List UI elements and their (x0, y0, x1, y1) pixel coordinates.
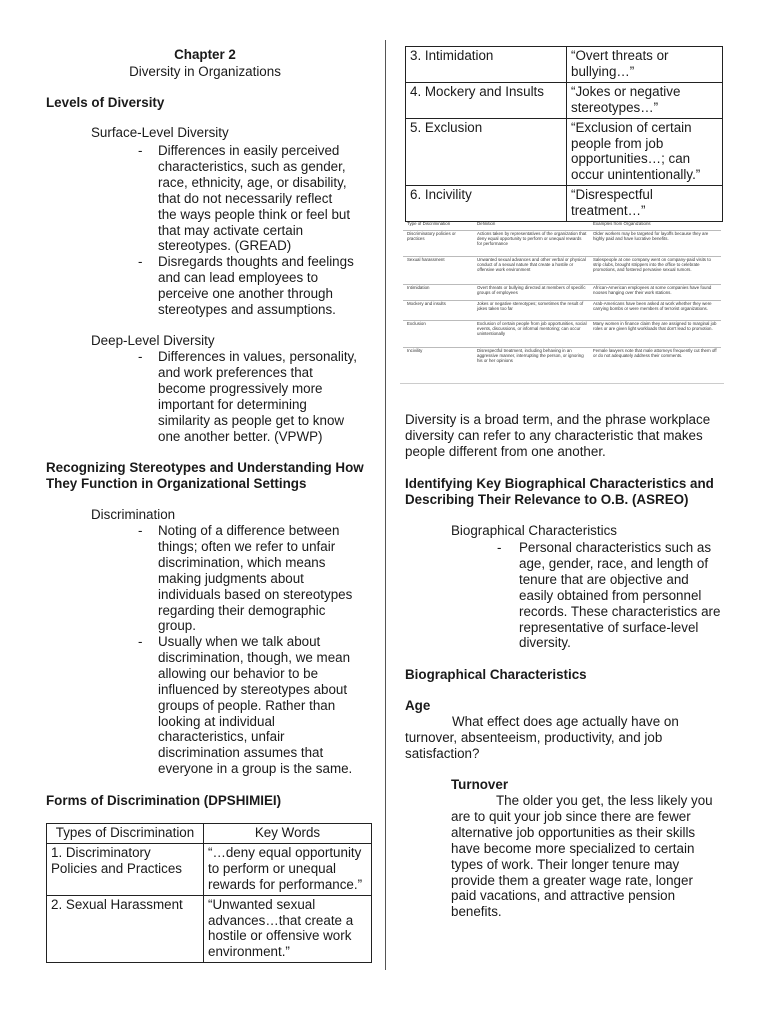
type-cell: 5. Exclusion (406, 118, 567, 186)
text-line: race, ethnicity, age, or disability, (158, 174, 347, 190)
text-line: groups of people. Rather than (158, 697, 336, 713)
scan-row (403, 256, 721, 273)
text-line: benefits. (451, 904, 502, 920)
levels-heading: Levels of Diversity (46, 95, 165, 110)
bullet-dash: - (138, 523, 143, 538)
text-line: have become more specialized to certain (451, 840, 695, 856)
text-line: become progressively more (158, 380, 323, 396)
text-line: the ways people think or feel but (158, 206, 351, 222)
chapter-subtitle: Diversity in Organizations (129, 64, 281, 79)
scan-cell: Discriminatory policies or practices (407, 231, 456, 242)
discrimination-title: Discrimination (91, 507, 176, 522)
text-line: diversity can refer to any characteristic that makes (405, 427, 703, 443)
scan-cell: Intimidation (407, 285, 430, 290)
column-divider (385, 40, 386, 970)
text-line: individuals based on stereotypes (158, 586, 353, 602)
keyword-cell: “Jokes or negative stereotypes…” (567, 82, 723, 118)
type-cell: 1. Discriminatory Policies and Practices (47, 843, 204, 895)
text-line: easily obtained from personnel (519, 587, 702, 603)
turnover-heading: Turnover (451, 777, 509, 792)
table-header-keywords: Key Words (204, 824, 372, 844)
scan-row (403, 300, 721, 312)
keyword-cell: “…deny equal opportunity to perform or unequal rewards for performance.” (204, 843, 372, 895)
text-line: Differences in values, personality, (158, 349, 357, 364)
scan-cell: Overt threats or bullying directed at members of specific groups of employees (477, 285, 586, 296)
text-line: Recognizing Stereotypes and Understanding How (46, 460, 364, 475)
discrimination-bullet-1 (158, 523, 378, 634)
table-row (406, 47, 723, 83)
keyword-cell: “Overt threats or bullying…” (567, 47, 723, 83)
scan-cell: Female lawyers note that male attorneys frequently cut them off or do not adequately address their comments. (593, 348, 717, 359)
text-line: tenure that are objective and (519, 571, 689, 587)
text-line: The older you get, the less likely you (496, 793, 713, 808)
text-line: paid vacations, and attractive pension (451, 888, 676, 904)
scan-cell: Arab-Americans have been asked at work whether they were carrying bombs or were members of terrorist organizations. (593, 301, 712, 312)
text-line: Personal characteristics such as (519, 540, 712, 555)
table-row (47, 843, 372, 895)
scan-header: Definition (477, 221, 496, 226)
scan-row (403, 284, 721, 296)
text-line: Disregards thoughts and feelings (158, 254, 354, 269)
text-line: group. (158, 618, 196, 634)
discrimination-table-left (46, 823, 372, 963)
text-line: people different from one another. (405, 443, 606, 459)
discrimination-table-right (405, 46, 723, 222)
type-cell: 3. Intimidation (406, 47, 567, 83)
text-line: influenced by stereotypes about (158, 681, 348, 697)
text-line: age, gender, race, and length of (519, 555, 709, 571)
text-line: Identifying Key Biographical Characteristics and (405, 476, 714, 491)
text-line: making judgments about (158, 570, 304, 586)
text-line: They Function in Organizational Settings (46, 475, 307, 491)
text-line: diversity. (519, 635, 571, 651)
text-line: Diversity is a broad term, and the phrase workplace (405, 412, 711, 427)
scanned-discrimination-table (403, 221, 721, 373)
biographical-heading-2: Biographical Characteristics (405, 667, 587, 682)
scan-cell: Jokes or negative stereotypes; sometimes the result of jokes taken too far (477, 301, 584, 312)
turnover-paragraph (451, 793, 751, 920)
scan-cell: Older workers may be targeted for layoffs because they are highly paid and have lucrative benefits. (593, 231, 709, 242)
keyword-cell: “Exclusion of certain people from job opportunities…; can occur unintentionally.” (567, 118, 723, 186)
text-line: allowing our behavior to be (158, 665, 319, 681)
text-line: provide them a greater wage rate, longer (451, 872, 693, 888)
scan-header: Examples from Organizations (593, 221, 651, 226)
text-line: satisfaction? (405, 745, 480, 761)
scan-cell: Salespeople at one company went on company-paid visits to strip clubs, brought strippers into the office to celebrate promotions, and fostered pervasive sexual rumors. (593, 257, 711, 273)
scan-cell: Many women in finance claim they are assigned to marginal job roles or are given light workloads that don't lead to promotion. (593, 321, 717, 332)
text-line: and can lead employees to (158, 269, 319, 285)
scan-cell: Incivility (407, 348, 423, 353)
surface-title: Surface-Level Diversity (91, 125, 229, 140)
text-line: are to quit your job since there are fewer (451, 808, 691, 824)
text-line: Usually when we talk about (158, 634, 321, 649)
deep-title: Deep-Level Diversity (91, 333, 215, 348)
discrimination-bullet-2 (158, 634, 378, 777)
scan-header: Type of Discrimination (407, 221, 451, 226)
table-row (406, 118, 723, 186)
text-line: that may activate certain (158, 222, 304, 238)
text-line: discrimination, which means (158, 554, 326, 570)
bullet-dash: - (138, 349, 143, 364)
table-row (406, 82, 723, 118)
surface-bullet-2 (158, 254, 378, 318)
text-line: characteristics, unfair (158, 729, 285, 745)
text-line: and work preferences that (158, 364, 313, 380)
text-line: Differences in easily perceived (158, 143, 340, 158)
bullet-dash: - (497, 540, 502, 555)
scan-cell: Exclusion (407, 321, 426, 326)
text-line: characteristics, such as gender, (158, 158, 346, 174)
text-line: representative of surface-level (519, 619, 699, 635)
scan-cell: Unwanted sexual advances and other verbal or physical conduct of a sexual nature that create a hostile or offensive work environment (477, 257, 586, 273)
biographical-title: Biographical Characteristics (451, 523, 617, 538)
text-line: regarding their demographic (158, 602, 326, 618)
text-line: important for determining (158, 396, 307, 412)
type-cell: 4. Mockery and Insults (406, 82, 567, 118)
text-line: stereotypes. (GREAD) (158, 238, 292, 254)
text-line: records. These characteristics are (519, 603, 721, 619)
scan-row (403, 320, 721, 337)
scan-cell: Disrespectful treatment, including behaving in an aggressive manner, interrupting the person, or ignoring his or her opinions (477, 348, 584, 364)
scan-cell: Sexual harassment (407, 257, 445, 262)
forms-heading: Forms of Discrimination (DPSHIMIEI) (46, 793, 282, 808)
table-header-type: Types of Discrimination (47, 824, 204, 844)
chapter-title: Chapter 2 (174, 47, 236, 62)
bullet-dash: - (138, 254, 143, 269)
text-line: perceive one another through (158, 285, 333, 301)
text-line: What effect does age actually have on (452, 714, 679, 729)
text-line: that do not necessarily reflect (158, 190, 333, 206)
bullet-dash: - (138, 634, 143, 649)
scan-row (403, 230, 721, 247)
bullet-dash: - (138, 143, 143, 158)
deep-bullet-1 (158, 349, 378, 444)
diversity-paragraph (405, 412, 735, 460)
text-line: everyone in a group is the same. (158, 761, 353, 777)
keyword-cell: “Unwanted sexual advances…that create a hostile or offensive work environment.” (204, 895, 372, 963)
scan-row (403, 347, 721, 364)
text-line: types of work. Their longer tenure may (451, 856, 680, 872)
scan-cell: Actions taken by representatives of the organization that deny equal opportunity to perform or unequal rewards for performance (477, 231, 587, 247)
scan-cell: Exclusion of certain people from job opportunities, social events, discussions, or informal mentoring; can occur unintentionally (477, 321, 587, 337)
type-cell: 2. Sexual Harassment (47, 895, 204, 963)
text-line: discrimination assumes that (158, 745, 324, 761)
age-heading: Age (405, 698, 431, 713)
scan-cell: African-American employees at some companies have found nooses hanging over their work stations. (593, 285, 712, 296)
biographical-bullet-1 (519, 540, 739, 651)
text-line: alternative job opportunities as their skills (451, 824, 696, 840)
text-line: Noting of a difference between (158, 523, 340, 538)
text-line: Describing Their Relevance to O.B. (ASREO) (405, 491, 689, 507)
text-line: things; often we refer to unfair (158, 538, 336, 554)
text-line: turnover, absenteeism, productivity, and job (405, 729, 663, 745)
stereotypes-heading (46, 460, 381, 492)
scan-cell: Mockery and insults (407, 301, 446, 306)
table-row (47, 895, 372, 963)
surface-bullet-1 (158, 143, 378, 254)
text-line: discrimination, though, we mean (158, 649, 351, 665)
text-line: looking at individual (158, 713, 275, 729)
text-line: similarity as people get to know (158, 412, 345, 428)
type-cell: 6. Incivility (406, 186, 567, 222)
text-line: one another better. (VPWP) (158, 428, 323, 444)
keyword-cell: “Disrespectful treatment…” (567, 186, 723, 222)
biographical-heading (405, 476, 740, 508)
age-paragraph (405, 714, 745, 762)
text-line: stereotypes and assumptions. (158, 301, 336, 317)
